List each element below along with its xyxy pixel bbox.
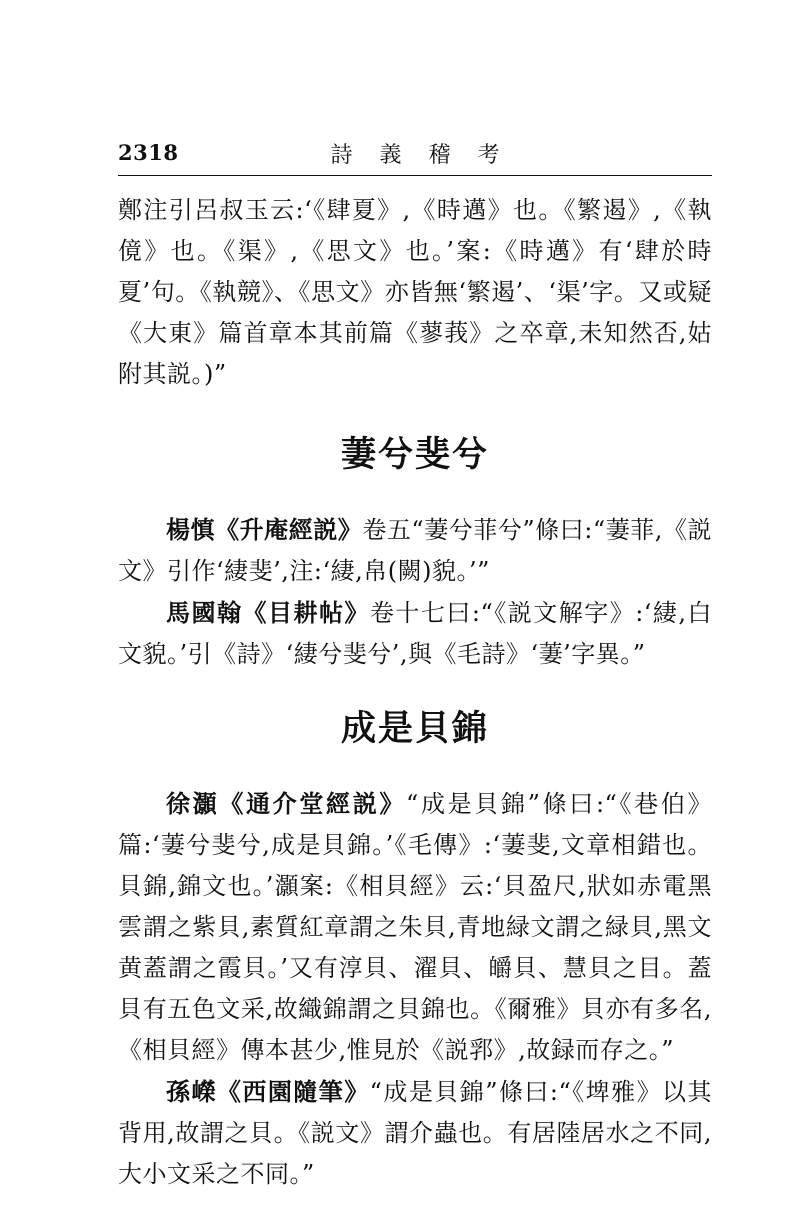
source-citation: 徐灝《通介堂經説》 bbox=[166, 789, 407, 818]
book-title: 詩 義 稽 考 bbox=[330, 143, 510, 168]
intro-paragraph: 鄭注引呂叔玉云:‘《肆夏》,《時邁》也。《繁遏》,《執傹》也。《渠》,《思文》也。’案:《時邁》有‘肆於時夏’句。《執競》、《思文》亦皆無‘繁遏’、‘渠’字。又或疑《大東》篇首章本其前篇《蓼莪》之卒章,未知然否,姑附其説。)” bbox=[118, 196, 712, 388]
paragraph-xu-hao bbox=[118, 783, 712, 1071]
source-citation: 馬國翰《目耕帖》 bbox=[166, 598, 370, 627]
paragraph-text: “成是貝錦”條曰:“《巷伯》篇:‘萋兮斐兮,成是貝錦。’《毛傳》:‘萋斐,文章相錯也。貝錦,錦文也。’灝案:《相貝經》云:‘貝盈尺,狀如赤電黑雲謂之紫貝,素質紅章謂之朱貝,青地緑文謂之緑貝,黑文黄蓋謂之霞貝。’又有淳貝、濯貝、皭貝、慧貝之目。蓋貝有五色文采,故織錦謂之貝錦也。《爾雅》貝亦有多名,《相貝經》傳本甚少,惟見於《説郛》,故録而存之。” bbox=[118, 790, 712, 1064]
paragraph-text: 卷五“萋兮菲兮”條曰:“萋菲,《説文》引作‘緀斐’,注:‘緀,帛(闕)貌。’” bbox=[118, 516, 712, 585]
section-heading-cheng-shi-bei-jin: 成是貝錦 bbox=[340, 708, 489, 749]
header-divider bbox=[118, 175, 712, 176]
running-header bbox=[118, 138, 712, 174]
paragraph-text: “成是貝錦”條曰:“《埤雅》以其背用,故謂之貝。《説文》謂介蟲也。有居陸居水之不同,大小文采之不同。” bbox=[118, 1078, 712, 1188]
main-text bbox=[118, 190, 712, 1195]
paragraph-ma-guohan bbox=[118, 592, 712, 675]
section-heading-qi-xi-fei-xi: 萋兮斐兮 bbox=[340, 434, 489, 475]
paragraph-text: 卷十七曰:“《説文解字》:‘緀,白文貌。’引《詩》‘緀兮斐兮’,與《毛詩》‘萋’字異。” bbox=[118, 599, 713, 668]
page-number: 2318 bbox=[118, 140, 179, 165]
source-citation: 楊慎《升庵經説》 bbox=[166, 515, 363, 544]
source-citation: 孫嶸《西園隨筆》 bbox=[166, 1077, 370, 1106]
paragraph-sun-rong bbox=[118, 1071, 712, 1195]
paragraph-yang-shen bbox=[118, 509, 712, 592]
